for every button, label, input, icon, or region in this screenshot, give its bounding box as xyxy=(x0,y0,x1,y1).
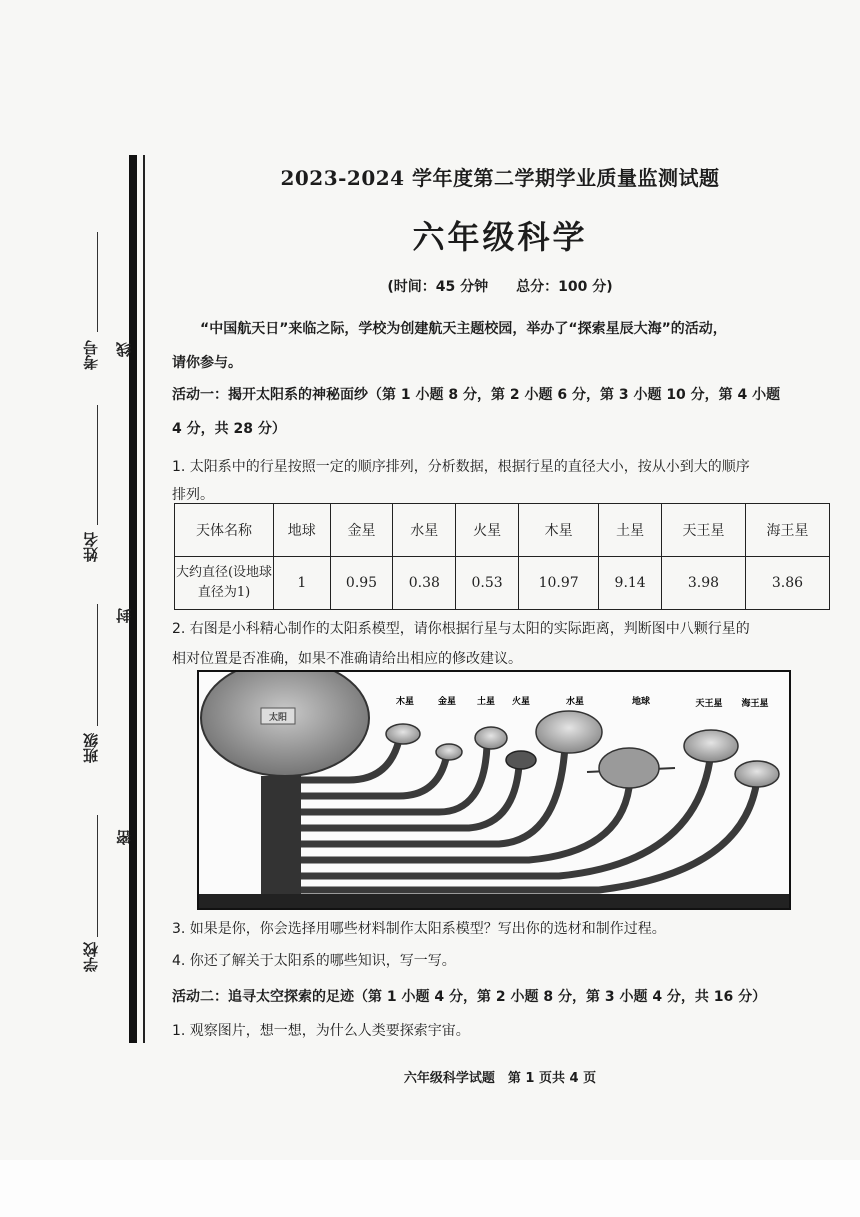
table-cell: 9.14 xyxy=(599,557,662,610)
line-mark: 线 xyxy=(115,342,133,357)
table-cell: 地球 xyxy=(274,504,331,557)
name-underline xyxy=(97,405,98,525)
binding-thin-line xyxy=(143,155,145,1043)
planet-diameter-table xyxy=(174,503,830,610)
q1-line-1: 1. 太阳系中的行星按照一定的顺序排列，分析数据，根据行星的直径大小，按从小到大的顺序 xyxy=(172,459,750,475)
table-cell: 火星 xyxy=(456,504,519,557)
planet-3 xyxy=(475,727,507,749)
table-cell: 1 xyxy=(274,557,331,610)
table-cell: 水星 xyxy=(393,504,456,557)
planet-label-4: 火星 xyxy=(511,697,531,707)
page-footer: 六年级科学试题 第 1 页共 4 页 xyxy=(403,1071,597,1086)
class-underline xyxy=(97,604,98,726)
planet-label-1: 木星 xyxy=(395,697,415,707)
exam-no-label: 考号 xyxy=(82,340,100,370)
sun-label: 太阳 xyxy=(268,713,288,723)
planet-label-6: 地球 xyxy=(631,697,651,707)
table-row-label: 大约直径(设地球直径为1) xyxy=(175,557,274,610)
secret-mark: 密 xyxy=(115,830,133,845)
table-cell: 土星 xyxy=(599,504,662,557)
page-bottom-margin xyxy=(0,1160,860,1217)
table-cell: 0.95 xyxy=(330,557,393,610)
table-cell: 天王星 xyxy=(662,504,746,557)
planet-4 xyxy=(506,751,536,769)
activity2-q1: 1. 观察图片，想一想，为什么人类要探索宇宙。 xyxy=(172,1023,470,1039)
model-stand xyxy=(261,776,301,902)
exam-meta: (时间：45 分钟 总分：100 分) xyxy=(387,279,613,295)
binding-thick-line xyxy=(129,155,137,1043)
activity1-heading-1: 活动一：揭开太阳系的神秘面纱（第 1 小题 8 分，第 2 小题 6 分，第 3 小题 10 分，第 4 小题 xyxy=(172,387,781,403)
intro-line-1: “中国航天日”来临之际，学校为创建航天主题校园，举办了“探索星辰大海”的活动， xyxy=(200,321,727,337)
q3-text: 3. 如果是你，你会选择用哪些材料制作太阳系模型？写出你的选材和制作过程。 xyxy=(172,921,666,937)
table-cell: 0.53 xyxy=(456,557,519,610)
solar-system-model-figure xyxy=(197,670,791,910)
table-cell: 金星 xyxy=(330,504,393,557)
planet-label-2: 金星 xyxy=(437,697,457,707)
school-label: 学校 xyxy=(82,942,100,972)
planet-8 xyxy=(735,761,779,787)
planet-5 xyxy=(536,711,602,753)
table-cell: 木星 xyxy=(519,504,599,557)
model-base xyxy=(199,894,789,908)
seal-mark: 封 xyxy=(115,608,133,623)
table-cell: 0.38 xyxy=(393,557,456,610)
planet-7 xyxy=(684,730,738,762)
planet-label-7: 天王星 xyxy=(695,699,723,709)
class-label: 班级 xyxy=(82,733,100,763)
table-data-row xyxy=(175,557,830,610)
q2-line-2: 相对位置是否准确，如果不准确请给出相应的修改建议。 xyxy=(172,651,522,667)
planet-6 xyxy=(599,748,659,788)
name-label: 姓名 xyxy=(82,532,100,562)
intro-line-2: 请你参与。 xyxy=(172,355,242,371)
q4-text: 4. 你还了解关于太阳系的哪些知识，写一写。 xyxy=(172,953,456,969)
planet-1 xyxy=(386,724,420,744)
planet-label-8: 海王星 xyxy=(741,699,769,709)
activity1-heading-2: 4 分，共 28 分） xyxy=(172,421,286,437)
table-cell: 3.98 xyxy=(662,557,746,610)
table-cell: 海王星 xyxy=(745,504,829,557)
q1-line-2: 排列。 xyxy=(172,487,214,503)
planet-label-3: 土星 xyxy=(476,697,496,707)
planet-label-5: 水星 xyxy=(565,697,585,707)
subject-title: 六年级科学 xyxy=(412,218,588,256)
solar-system-model-drawing xyxy=(199,672,789,908)
school-underline xyxy=(97,815,98,937)
q2-line-1: 2. 右图是小科精心制作的太阳系模型，请你根据行星与太阳的实际距离，判断图中八颗行星的 xyxy=(172,621,750,637)
planet-2 xyxy=(436,744,462,760)
exam-no-underline xyxy=(97,232,98,332)
exam-title: 2023-2024 学年度第二学期学业质量监测试题 xyxy=(280,166,720,190)
activity2-heading: 活动二：追寻太空探索的足迹（第 1 小题 4 分，第 2 小题 8 分，第 3 小题 4 分，共 16 分） xyxy=(172,989,767,1005)
table-cell: 10.97 xyxy=(519,557,599,610)
table-cell: 天体名称 xyxy=(175,504,274,557)
table-header-row xyxy=(175,504,830,557)
table-cell: 3.86 xyxy=(745,557,829,610)
